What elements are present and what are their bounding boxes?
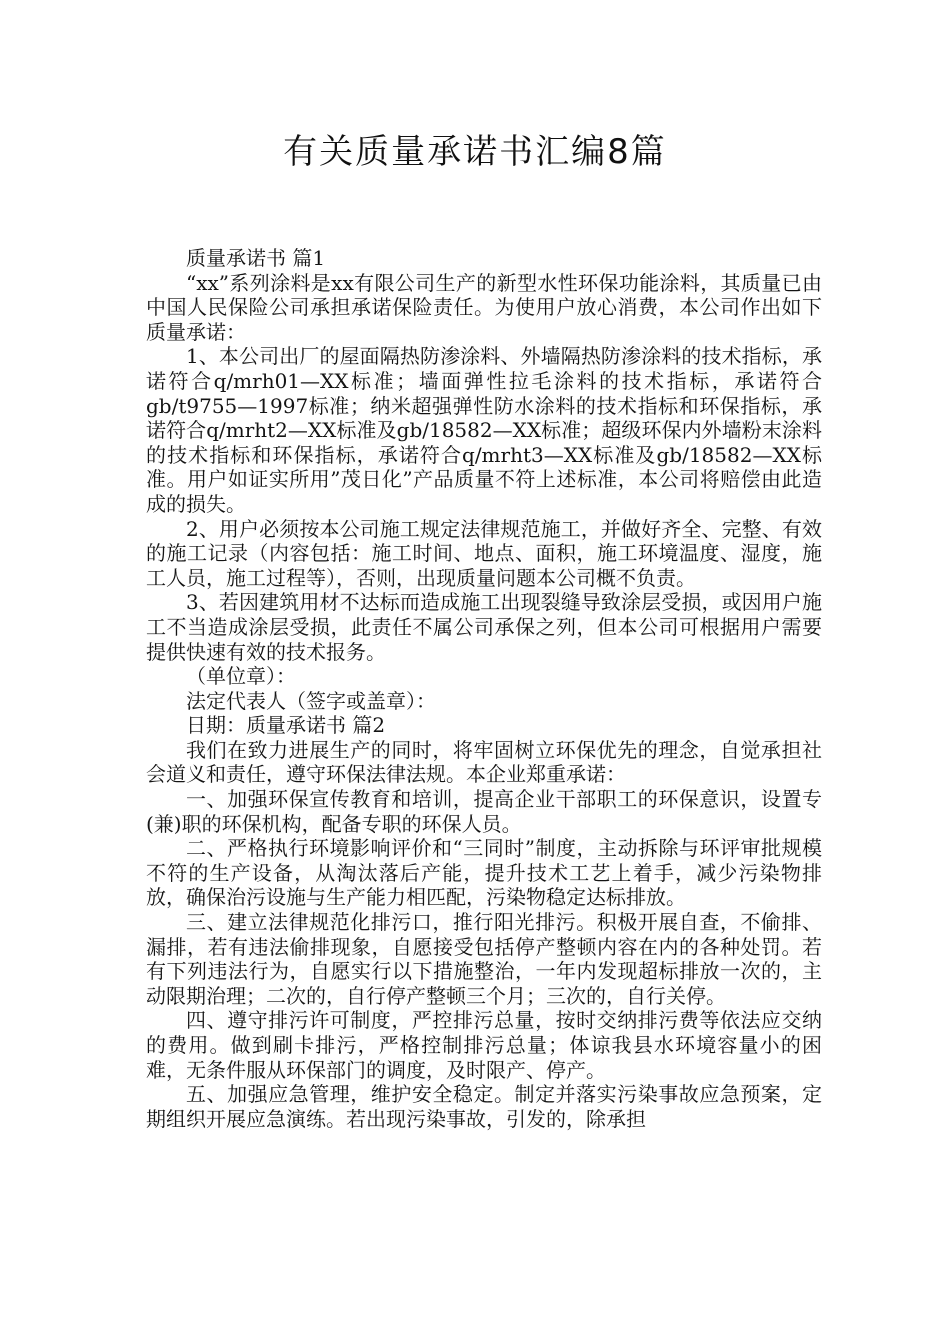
paragraph: 五、加强应急管理，维护安全稳定。制定并落实污染事故应急预案，定期组织开展应急演练。若出现污染事故，引发的，除承担 (146, 1082, 822, 1131)
paragraph: 四、遵守排污许可制度，严控排污总量，按时交纳排污费等依法应交纳的费用。做到刷卡排污，严格控制排污总量；体谅我县水环境容量小的困难，无条件服从环保部门的调度，及时限产、停产。 (146, 1008, 822, 1082)
paragraph: 3、若因建筑用材不达标而造成施工出现裂缝导致涂层受损，或因用户施工不当造成涂层受损，此责任不属公司承保之列，但本公司可根据用户需要提供快速有效的技术报务。 (146, 590, 822, 664)
document-body (146, 246, 822, 1131)
date-and-section-heading-2: 日期：质量承诺书 篇2 (186, 713, 386, 738)
unit-seal-line: （单位章）： (186, 664, 296, 689)
document-title: 有关质量承诺书汇编8篇 (283, 132, 667, 172)
paragraph: 1、本公司出厂的屋面隔热防渗涂料、外墙隔热防渗涂料的技术指标，承诺符合q/mrh01—XX标准；墙面弹性拉毛涂料的技术指标，承诺符合gb/t9755—1997标准；纳米超强弹性防水涂料的技术指标和环保指标，承诺符合q/mrht2—XX标准及gb/18582—XX标准；超级环保内外墙粉末涂料的技术指标和环保指标，承诺符合q/mrht3—XX标准及gb/18582—XX标准。用户如证实所用”茂日化”产品质量不符上述标准，本公司将赔偿由此造成的损失。 (146, 344, 822, 516)
paragraph: 2、用户必须按本公司施工规定法律规范施工，并做好齐全、完整、有效的施工记录（内容包括：施工时间、地点、面积，施工环境温度、湿度，施工人员，施工过程等），否则，出现质量问题本公司概不负责。 (146, 516, 822, 590)
paragraph-section-heading-1: 质量承诺书 篇1 (186, 246, 326, 270)
paragraph: “xx”系列涂料是xx有限公司生产的新型水性环保功能涂料，其质量已由中国人民保险公司承担承诺保险责任。为使用户放心消费，本公司作出如下质量承诺： (146, 270, 822, 344)
paragraph: 二、严格执行环境影响评价和“三同时”制度，主动拆除与环评审批规模不符的生产设备，从淘汰落后产能，提升技术工艺上着手，减少污染物排放，确保治污设施与生产能力相匹配，污染物稳定达标排放。 (146, 836, 822, 910)
paragraph: 三、建立法律规范化排污口，推行阳光排污。积极开展自查，不偷排、漏排，若有违法偷排现象，自愿接受包括停产整顿内容在内的各种处罚。若有下列违法行为，自愿实行以下措施整治，一年内发现超标排放一次的，主动限期治理；二次的，自行停产整顿三个月；三次的，自行关停。 (146, 910, 822, 1008)
paragraph: 我们在致力进展生产的同时，将牢固树立环保优先的理念，自觉承担社会道义和责任，遵守环保法律法规。本企业郑重承诺： (146, 737, 822, 787)
paragraph: 一、加强环保宣传教育和培训，提高企业干部职工的环保意识，设置专(兼)职的环保机构，配备专职的环保人员。 (146, 787, 822, 836)
legal-representative-line: 法定代表人（签字或盖章）： (186, 688, 436, 713)
